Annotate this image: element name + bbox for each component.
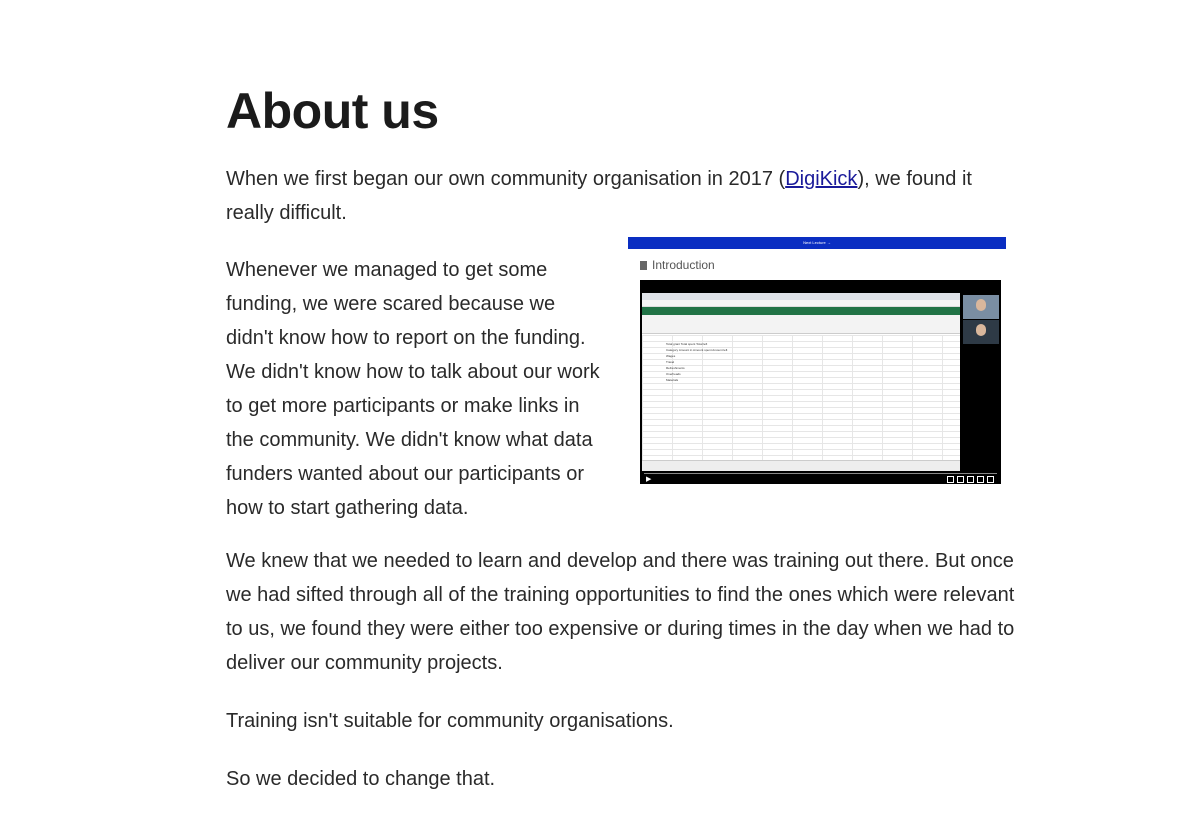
video-player[interactable] bbox=[640, 280, 1001, 484]
excel-title-bar bbox=[642, 307, 960, 315]
decided-to-change-paragraph: So we decided to change that. bbox=[226, 768, 496, 790]
cell-row: Category Amount in Amount spent Amount left bbox=[666, 348, 728, 352]
sheet-tabs bbox=[642, 460, 960, 471]
intro-text-before: When we first began our own community organisation in 2017 ( bbox=[226, 168, 786, 190]
page-title: About us bbox=[226, 83, 439, 139]
fullscreen-icon[interactable] bbox=[987, 476, 994, 483]
video-controls bbox=[640, 472, 1001, 484]
digikick-link[interactable]: DigiKick bbox=[785, 168, 858, 190]
spreadsheet-screen bbox=[642, 293, 960, 471]
person-face bbox=[976, 324, 986, 336]
next-lecture-bar[interactable]: Next Lecture → bbox=[628, 237, 1006, 249]
introduction-heading bbox=[640, 258, 715, 272]
cell-row: Materials bbox=[666, 378, 679, 382]
intro-paragraph bbox=[226, 162, 1016, 230]
text-with-video-row bbox=[226, 240, 1016, 521]
cell-row: Overheads bbox=[666, 372, 681, 376]
play-icon[interactable]: ▶ bbox=[646, 476, 652, 483]
video-progress-bar[interactable] bbox=[644, 473, 997, 474]
funding-paragraph: Whenever we managed to get some funding, we were scared because we didn't know how to report on the funding. We didn't know how to talk about our work to get more participants or make links in the community. We didn't know what data funders wanted about our participants or how to start gathering data. bbox=[226, 259, 600, 519]
captions-icon[interactable] bbox=[957, 476, 964, 483]
pip-icon[interactable] bbox=[977, 476, 984, 483]
main-content bbox=[226, 80, 1016, 796]
webcam-thumbnail bbox=[963, 320, 999, 344]
document-icon bbox=[640, 261, 647, 270]
course-video-screenshot[interactable] bbox=[628, 237, 1006, 487]
browser-url-bar bbox=[642, 300, 960, 307]
spreadsheet-cells bbox=[666, 341, 727, 383]
volume-icon[interactable] bbox=[947, 476, 954, 483]
cell-row: Total grant Total spent Total left bbox=[666, 342, 708, 346]
cell-row: Wages bbox=[666, 354, 676, 358]
person-face bbox=[976, 299, 986, 311]
cell-row: Refreshments bbox=[666, 366, 685, 370]
training-unsuitable-paragraph: Training isn't suitable for community organisations. bbox=[226, 710, 674, 732]
excel-ribbon bbox=[642, 315, 960, 334]
settings-icon[interactable] bbox=[967, 476, 974, 483]
cell-row: Travel bbox=[666, 360, 675, 364]
intro-text-after: ), we found it really difficult. bbox=[226, 168, 972, 224]
introduction-label: Introduction bbox=[652, 258, 715, 272]
browser-tabs bbox=[642, 293, 960, 300]
webcam-thumbnail bbox=[963, 295, 999, 319]
training-paragraph: We knew that we needed to learn and develop and there was training out there. But once we had sifted through all of the training opportunities to find the ones which were relevant to us, we found they were either too expensive or during times in the day when we had to deliver our community projects. bbox=[226, 550, 1015, 674]
